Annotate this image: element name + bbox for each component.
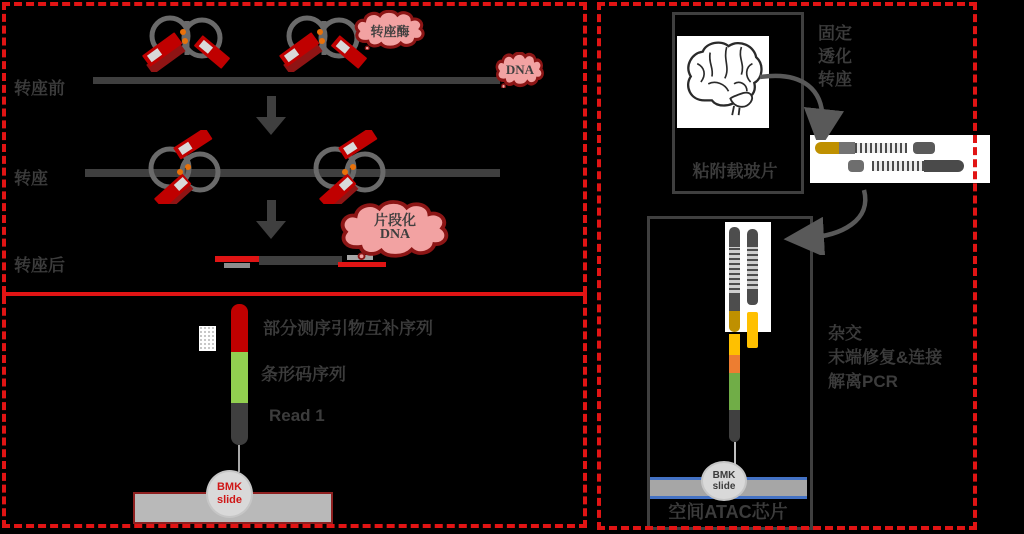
fragment-barcode-stripes	[872, 161, 924, 171]
strand-segment-dark	[729, 410, 740, 442]
fragmented-dna-label-line1: 片段化	[374, 212, 416, 228]
panel-divider-line	[2, 292, 587, 296]
strand-stem	[734, 442, 736, 464]
strand-segment-yellow	[729, 334, 740, 355]
arrow-down-icon	[267, 200, 276, 222]
bmk-label-line1: BMK	[216, 481, 243, 494]
transposase-cloud-label: 转座酶	[370, 24, 410, 39]
barcode-sequence-label: 条形码序列	[261, 365, 346, 384]
fragment-dark-cap	[924, 160, 964, 172]
complement-sequence-label: 部分测序引物互补序列	[263, 319, 433, 338]
bmk-slide-circle	[206, 470, 253, 518]
spatial-atac-chip-label: 空间ATAC芯片	[668, 502, 788, 522]
arrow-down-icon	[256, 117, 286, 135]
fragment-gray-cap	[913, 142, 935, 154]
probe-dotted-box	[199, 326, 216, 351]
bmk-label-line1: BMK	[712, 469, 736, 481]
dna-bar-top	[93, 77, 500, 84]
dna-fragment-red	[215, 256, 260, 262]
transposome-icon	[142, 8, 232, 72]
strand-segment-orange	[729, 355, 740, 373]
dna-fragment-dark	[259, 256, 342, 265]
strand-barcode-stripes	[729, 247, 740, 295]
bmk-slide-circle	[701, 461, 747, 501]
strand-barcode-stripes	[747, 247, 758, 291]
strand-segment-green	[729, 373, 740, 410]
arrow-down-icon	[267, 96, 276, 118]
row-label-post-transposition: 转座后	[14, 256, 65, 275]
dna-fragment-gray	[224, 263, 250, 268]
strand-segment-dark	[231, 403, 248, 445]
fragmented-dna-label-line2: DNA	[379, 227, 411, 242]
row-label-pre-transposition: 转座前	[14, 79, 65, 98]
strand-segment-dark	[729, 295, 740, 311]
dna-cloud-label: DNA	[505, 62, 535, 77]
bmk-label-line2: slide	[712, 481, 736, 492]
fragment-gray-segment	[839, 142, 855, 154]
steps-top-transpose: 转座	[818, 70, 852, 89]
fragment-gold-cap	[815, 142, 839, 154]
strand-segment-red	[231, 304, 248, 352]
row-label-transposition: 转座	[14, 169, 48, 188]
arrow-down-icon	[256, 221, 286, 239]
strand-cap-dark	[729, 227, 740, 247]
steps-bottom-hybridize: 杂交	[828, 324, 862, 343]
strand-segment-dark	[747, 291, 758, 305]
steps-bottom-release-pcr: 解离PCR	[828, 372, 898, 391]
transposome-inserted-icon	[140, 130, 230, 204]
strand-segment-gold	[729, 311, 740, 332]
adhesive-slide-label: 粘附载玻片	[692, 162, 778, 181]
strand-stem	[238, 445, 240, 472]
steps-top-fix: 固定	[818, 24, 852, 43]
transposase-cloud	[352, 10, 428, 50]
curved-arrow-icon	[780, 180, 880, 255]
curved-arrow-icon	[750, 55, 850, 140]
bmk-label-line2: slide	[216, 494, 243, 506]
tagged-fragments-strip	[810, 135, 990, 183]
steps-bottom-endrepair-ligation: 末端修复&连接	[828, 348, 943, 367]
dna-cloud	[494, 52, 546, 88]
fragment-gray-cap	[848, 160, 864, 172]
fragmented-dna-cloud	[336, 200, 454, 260]
fragment-barcode-stripes	[855, 143, 907, 153]
steps-top-permeabilize: 透化	[818, 47, 852, 66]
strand-segment-green	[231, 352, 248, 403]
strand-cap-dark	[747, 229, 758, 247]
dna-fragment-red	[338, 262, 386, 267]
transposome-inserted-icon	[305, 130, 395, 204]
read1-label: Read 1	[269, 406, 325, 425]
strand-segment-yellow	[747, 312, 758, 348]
